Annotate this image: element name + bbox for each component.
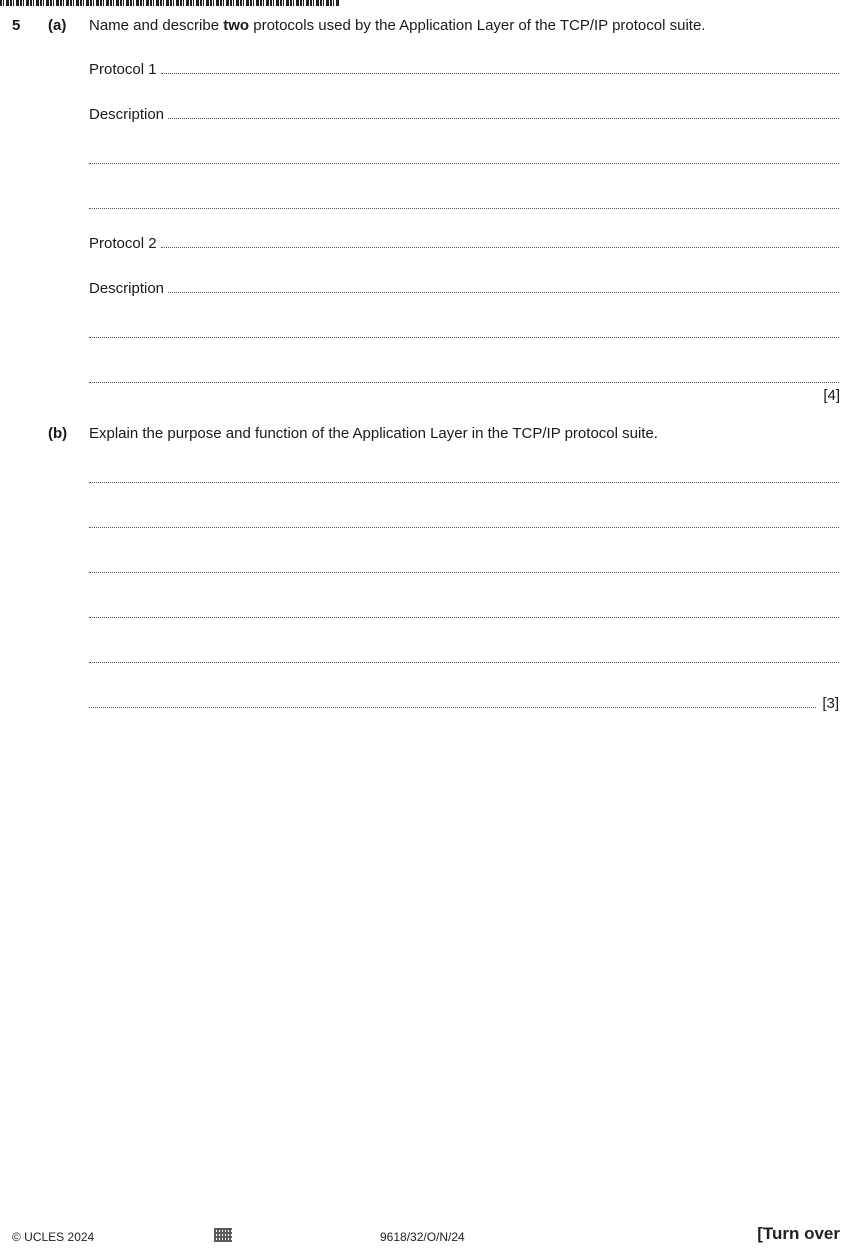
answer-line[interactable]	[89, 193, 839, 213]
turn-over: [Turn over	[757, 1224, 840, 1243]
top-barcode	[0, 0, 340, 6]
part-a-stem: Name and describe two protocols used by the Application Layer of the TCP/IP protocol suite.	[89, 17, 706, 34]
part-a-marks: [4]	[823, 387, 840, 404]
answer-line[interactable]	[89, 148, 839, 168]
answer-line[interactable]	[89, 467, 839, 487]
part-b-marks: [3]	[822, 695, 839, 712]
description-1-answer-line[interactable]	[89, 103, 839, 123]
answer-line[interactable]	[89, 512, 839, 532]
answer-line[interactable]	[89, 322, 839, 342]
answer-line[interactable]	[89, 602, 839, 622]
part-b-final-answer-line[interactable]	[89, 692, 839, 712]
protocol-2-answer-line[interactable]	[89, 232, 839, 252]
part-a-label: (a)	[48, 17, 67, 34]
protocol-2-label: Protocol 2	[89, 235, 157, 252]
description-2-label: Description	[89, 280, 165, 297]
qr-code-icon	[214, 1228, 232, 1242]
protocol-1-answer-line[interactable]	[89, 58, 839, 78]
answer-line[interactable]	[89, 367, 839, 387]
paper-code: 9618/32/O/N/24	[380, 1230, 465, 1244]
description-1-label: Description	[89, 106, 165, 123]
part-b-label: (b)	[48, 425, 68, 442]
question-number: 5	[12, 17, 21, 34]
part-b-stem: Explain the purpose and function of the Application Layer in the TCP/IP protocol suite.	[89, 425, 658, 442]
copyright: © UCLES 2024	[12, 1230, 95, 1244]
answer-line[interactable]	[89, 647, 839, 667]
answer-line[interactable]	[89, 557, 839, 577]
protocol-1-label: Protocol 1	[89, 61, 157, 78]
description-2-answer-line[interactable]	[89, 277, 839, 297]
